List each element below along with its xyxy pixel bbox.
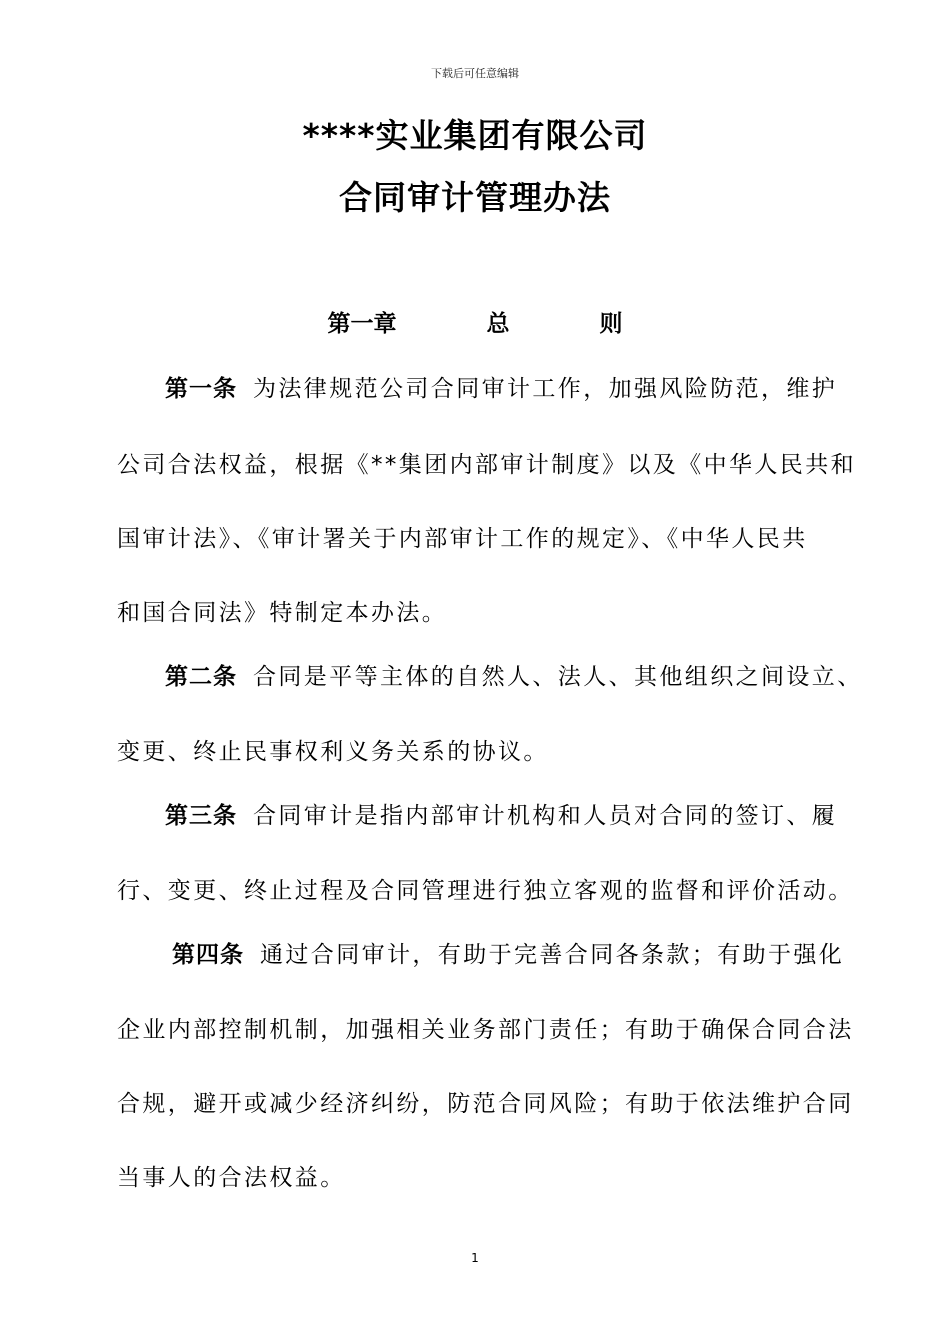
article-3-line-2: 行、变更、终止过程及合同管理进行独立客观的监督和评价活动。 [117, 878, 854, 904]
chapter-heading: 第一章 总 则 [327, 311, 623, 337]
article-1-text: 为法律规范公司合同审计工作，加强风险防范，维护 [253, 376, 838, 402]
article-1-line-2: 公司合法权益，根据《**集团内部审计制度》以及《中华人民共和 [117, 452, 856, 478]
article-3-text: 合同审计是指内部审计机构和人员对合同的签订、履 [253, 803, 838, 829]
article-4-line-1 [172, 940, 844, 970]
page-number: 1 [471, 1251, 479, 1265]
document-title-regulation: 合同审计管理办法 [339, 178, 611, 217]
article-4-label: 第四条 [172, 942, 244, 968]
article-2-text: 合同是平等主体的自然人、法人、其他组织之间设立、 [253, 664, 863, 690]
document-title-company: ****实业集团有限公司 [302, 116, 648, 155]
article-4-text: 通过合同审计，有助于完善合同各条款；有助于强化 [260, 942, 845, 968]
article-4-line-2: 企业内部控制机制，加强相关业务部门责任；有助于确保合同合法 [117, 1017, 854, 1043]
article-4-line-3: 合规，避开或减少经济纠纷，防范合同风险；有助于依法维护合同 [117, 1091, 854, 1117]
article-1-line-3: 国审计法》、《审计署关于内部审计工作的规定》、《中华人民共 [117, 526, 808, 552]
article-3-label: 第三条 [165, 803, 237, 829]
article-1-line-4: 和国合同法》特制定本办法。 [117, 600, 448, 626]
article-3-line-1 [165, 801, 837, 831]
header-note: 下载后可任意编辑 [431, 67, 519, 80]
article-1-label: 第一条 [165, 376, 237, 402]
article-2-line-1 [165, 662, 863, 692]
article-1-line-1 [165, 374, 837, 404]
article-4-line-4: 当事人的合法权益。 [117, 1165, 346, 1191]
article-2-label: 第二条 [165, 664, 237, 690]
article-2-line-2: 变更、终止民事权利义务关系的协议。 [117, 739, 549, 765]
